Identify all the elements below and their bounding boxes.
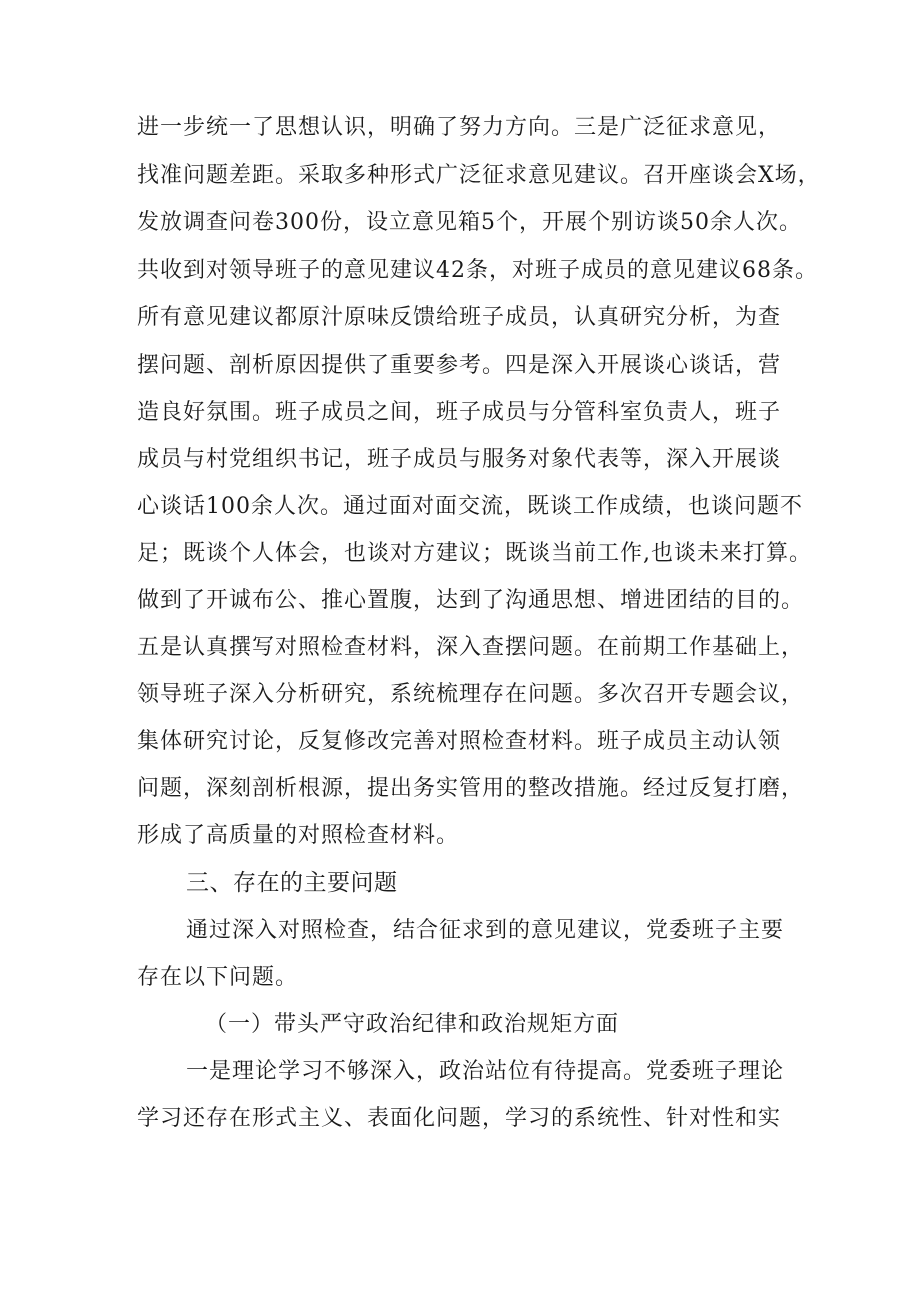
- body-text-line: 所有意见建议都原汁原味反馈给班子成员，认真研究分析，为查: [137, 305, 782, 330]
- body-text-line: 学习还存在形式主义、表面化问题，学习的系统性、针对性和实: [137, 1106, 782, 1131]
- body-text-line: 足；既谈个人体会，也谈对方建议；既谈当前工作,也谈未来打算。: [137, 541, 812, 566]
- body-text-line: 做到了开诚布公、推心置腹，达到了沟通思想、增进团结的目的。: [137, 588, 805, 613]
- body-text-line: 五是认真撰写对照检查材料，深入查摆问题。在前期工作基础上，: [137, 635, 805, 660]
- body-text-line: 进一步统一了思想认识，明确了努力方向。三是广泛征求意见，: [137, 115, 782, 140]
- body-text-line: 找准问题差距。采取多种形式广泛征求意见建议。召开座谈会X场，: [137, 163, 821, 188]
- body-text-line: 共收到对领导班子的意见建议42条，对班子成员的意见建议68条。: [137, 258, 818, 283]
- body-text-line: 发放调查问卷300份，设立意见箱5个，开展个别访谈50余人次。: [137, 210, 802, 235]
- body-text-line: 存在以下问题。: [137, 965, 299, 990]
- body-text-line: 摆问题、剖析原因提供了重要参考。四是深入开展谈心谈话，营: [137, 353, 782, 378]
- body-text-line: 心谈话100余人次。通过面对面交流，既谈工作成绩，也谈问题不: [137, 494, 803, 519]
- section-heading: 三、存在的主要问题: [186, 870, 398, 896]
- body-text-line: 造良好氛围。班子成员之间，班子成员与分管科室负责人，班子: [137, 400, 782, 425]
- subheading: （一）带头严守政治纪律和政治规矩方面: [205, 1012, 620, 1037]
- body-text-line: 一是理论学习不够深入，政治站位有待提高。党委班子理论: [186, 1059, 785, 1084]
- body-text-line: 集体研究讨论，反复修改完善对照检查材料。班子成员主动认领: [137, 729, 782, 754]
- body-text-line: 形成了高质量的对照检查材料。: [137, 823, 460, 848]
- body-text-line: 成员与村党组织书记，班子成员与服务对象代表等，深入开展谈: [137, 447, 782, 472]
- body-text-line: 领导班子深入分析研究，系统梳理存在问题。多次召开专题会议，: [137, 682, 805, 707]
- body-text-line: 问题，深刻剖析根源，提出务实管用的整改措施。经过反复打磨，: [137, 776, 805, 801]
- body-text-line: 通过深入对照检查，结合征求到的意见建议，党委班子主要: [186, 918, 785, 943]
